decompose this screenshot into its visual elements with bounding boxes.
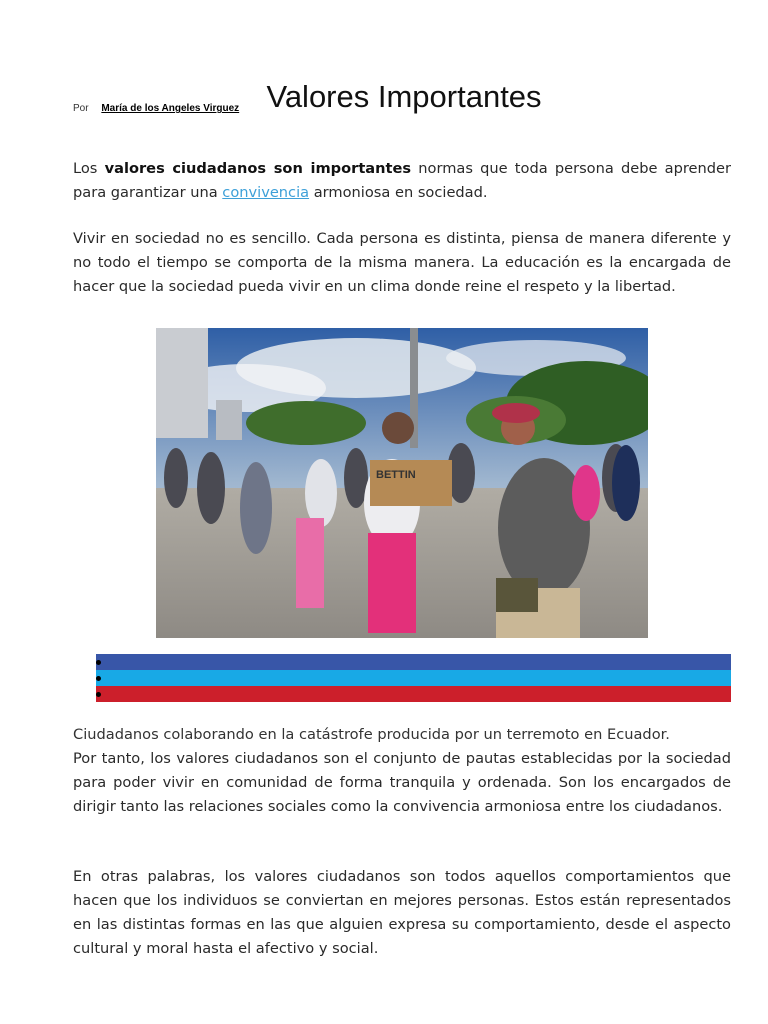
convivencia-link[interactable]: convivencia	[222, 184, 310, 201]
bullet-dot	[96, 676, 101, 681]
bullet-dot	[96, 660, 101, 665]
byline	[73, 103, 239, 114]
intro-pre: Los	[73, 160, 105, 177]
intro-post: armoniosa en sociedad.	[309, 184, 488, 201]
intro-paragraph	[73, 157, 731, 205]
intro-mid: normas que toda persona debe aprender para garantizar una	[73, 160, 731, 201]
flag-bar-cyan	[96, 670, 731, 686]
flag-bar-blue	[96, 654, 731, 670]
paragraph-3: Por tanto, los valores ciudadanos son el conjunto de pautas establecidas por la sociedad para poder vivir en comunidad de forma tranquila y ordenada. Son los encargados de dirigir tanto las relaciones sociales como la convivencia armoniosa entre los ciudadanos.	[73, 750, 731, 815]
by-label: Por	[73, 103, 89, 114]
author-link[interactable]: María de los Angeles Virguez	[101, 103, 240, 114]
intro-bold: valores ciudadanos son importantes	[104, 160, 412, 177]
flag-bar-red	[96, 686, 731, 702]
article-title: Valores Importantes	[266, 78, 542, 114]
photo-illustration	[156, 328, 648, 638]
photo-caption: Ciudadanos colaborando en la catástrofe producida por un terremoto en Ecuador.	[73, 726, 670, 743]
bullet-dot	[96, 692, 101, 697]
paragraph-2: Vivir en sociedad no es sencillo. Cada persona es distinta, piensa de manera diferente y no todo el tiempo se comporta de la misma manera. La educación es la encargada de hacer que la sociedad pueda vivir en un clima donde reine el respeto y la libertad.	[73, 230, 731, 295]
paragraph-4: En otras palabras, los valores ciudadanos son todos aquellos comportamientos que hacen que los individuos se conviertan en mejores personas. Estos están representados en las distintas formas en las que alguien expresa su comportamiento, desde el aspecto cultural y moral hasta el afectivo y social.	[73, 868, 731, 957]
article-photo	[156, 328, 648, 638]
photo-box-label: BETTIN	[376, 469, 416, 481]
flag-bullet-list	[96, 654, 731, 702]
